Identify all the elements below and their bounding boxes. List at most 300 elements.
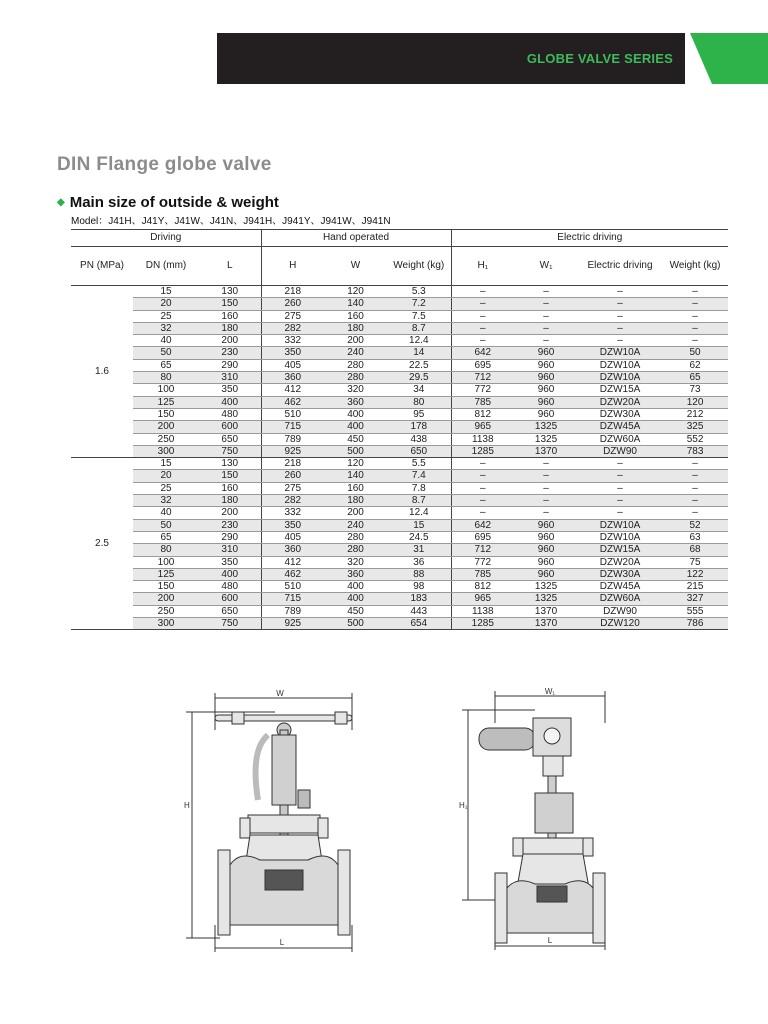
table-cell: DZW30A: [578, 408, 662, 420]
table-cell: 20: [133, 470, 199, 482]
table-cell: 400: [199, 568, 261, 580]
column-header: Weight (kg): [387, 247, 451, 286]
table-row: [71, 396, 728, 408]
table-cell: 178: [387, 421, 451, 433]
table-row: [71, 347, 728, 359]
column-header: W: [324, 247, 387, 286]
table-cell: 438: [387, 433, 451, 445]
table-cell: –: [514, 286, 578, 298]
table-row: [71, 286, 728, 298]
column-header: H₁: [451, 247, 514, 286]
table-cell: 25: [133, 482, 199, 494]
table-cell: 960: [514, 396, 578, 408]
table-row: [71, 593, 728, 605]
dimension-l: L: [547, 936, 553, 945]
table-cell: 1285: [451, 445, 514, 457]
table-cell: 327: [662, 593, 728, 605]
dimension-h: H: [184, 801, 190, 810]
table-cell: –: [578, 458, 662, 470]
table-row: [71, 445, 728, 457]
table-cell: 200: [133, 421, 199, 433]
table-cell: 783: [662, 445, 728, 457]
group-header-driving: Driving: [71, 230, 261, 247]
table-cell: 332: [261, 335, 324, 347]
series-banner: [217, 33, 685, 84]
table-cell: 280: [324, 544, 387, 556]
section-heading-text: Main size of outside & weight: [69, 194, 279, 211]
table-cell: 160: [324, 310, 387, 322]
table-cell: DZW60A: [578, 433, 662, 445]
table-row: [71, 384, 728, 396]
table-cell: 65: [133, 531, 199, 543]
table-cell: 120: [324, 458, 387, 470]
table-cell: 63: [662, 531, 728, 543]
table-cell: 750: [199, 618, 261, 630]
table-cell: 300: [133, 445, 199, 457]
table-cell: 12.4: [387, 335, 451, 347]
table-cell: 405: [261, 531, 324, 543]
table-cell: 400: [324, 421, 387, 433]
table-cell: –: [662, 482, 728, 494]
table-cell: 5.5: [387, 458, 451, 470]
table-cell: 320: [324, 556, 387, 568]
page-title: DIN Flange globe valve: [57, 154, 272, 175]
hand-valve-drawing: [180, 690, 380, 960]
table-cell: –: [514, 335, 578, 347]
table-cell: 32: [133, 322, 199, 334]
table-row: [71, 581, 728, 593]
table-cell: 1138: [451, 605, 514, 617]
table-cell: 130: [199, 458, 261, 470]
table-cell: 715: [261, 593, 324, 605]
table-cell: DZW45A: [578, 421, 662, 433]
table-cell: 480: [199, 408, 261, 420]
table-cell: DZW60A: [578, 593, 662, 605]
table-cell: 125: [133, 396, 199, 408]
table-cell: 1370: [514, 445, 578, 457]
table-cell: 15: [133, 458, 199, 470]
table-cell: 789: [261, 605, 324, 617]
table-cell: –: [578, 310, 662, 322]
table-cell: 140: [324, 470, 387, 482]
column-header: Weight (kg): [662, 247, 728, 286]
table-cell: 260: [261, 470, 324, 482]
table-cell: 125: [133, 568, 199, 580]
column-header: W₁: [514, 247, 578, 286]
table-cell: 150: [133, 581, 199, 593]
table-cell: 500: [324, 445, 387, 457]
table-row: [71, 495, 728, 507]
table-cell: –: [514, 298, 578, 310]
table-cell: 218: [261, 286, 324, 298]
table-cell: 160: [199, 482, 261, 494]
table-cell: 31: [387, 544, 451, 556]
table-cell: 400: [324, 408, 387, 420]
table-cell: –: [451, 335, 514, 347]
table-cell: 260: [261, 298, 324, 310]
dimension-w: W: [276, 690, 284, 698]
series-label: GLOBE VALVE SERIES: [526, 51, 673, 66]
table-cell: 8.7: [387, 322, 451, 334]
table-cell: 36: [387, 556, 451, 568]
table-row: [71, 544, 728, 556]
table-cell: 65: [133, 359, 199, 371]
table-cell: 712: [451, 544, 514, 556]
table-cell: DZW120: [578, 618, 662, 630]
table-cell: 960: [514, 531, 578, 543]
table-cell: 695: [451, 359, 514, 371]
table-cell: –: [662, 507, 728, 519]
table-cell: DZW10A: [578, 359, 662, 371]
table-cell: 7.8: [387, 482, 451, 494]
table-cell: DZW90: [578, 445, 662, 457]
table-cell: 40: [133, 335, 199, 347]
table-cell: 250: [133, 433, 199, 445]
pn-cell: 2.5: [71, 458, 133, 630]
table-cell: 350: [261, 519, 324, 531]
table-cell: 73: [662, 384, 728, 396]
pn-cell: 1.6: [71, 286, 133, 458]
table-cell: DZW30A: [578, 568, 662, 580]
table-cell: 34: [387, 384, 451, 396]
table-cell: 712: [451, 372, 514, 384]
table-cell: 360: [261, 372, 324, 384]
table-cell: 180: [324, 495, 387, 507]
table-cell: –: [514, 495, 578, 507]
table-cell: 120: [324, 286, 387, 298]
table-cell: 230: [199, 347, 261, 359]
table-cell: 290: [199, 359, 261, 371]
table-cell: 62: [662, 359, 728, 371]
table-cell: 350: [199, 384, 261, 396]
table-cell: 642: [451, 519, 514, 531]
table-cell: 1325: [514, 581, 578, 593]
table-cell: 960: [514, 384, 578, 396]
table-cell: DZW10A: [578, 372, 662, 384]
column-header: H: [261, 247, 324, 286]
table-cell: 95: [387, 408, 451, 420]
table-cell: 65: [662, 372, 728, 384]
table-cell: 360: [261, 544, 324, 556]
table-cell: –: [662, 458, 728, 470]
table-cell: 772: [451, 384, 514, 396]
table-cell: 965: [451, 421, 514, 433]
table-cell: DZW90: [578, 605, 662, 617]
table-cell: 1325: [514, 433, 578, 445]
table-cell: 510: [261, 408, 324, 420]
table-cell: 8.7: [387, 495, 451, 507]
table-cell: 462: [261, 396, 324, 408]
table-cell: –: [662, 335, 728, 347]
dimension-h1: H₁: [459, 801, 468, 810]
table-cell: 400: [199, 396, 261, 408]
table-row: [71, 556, 728, 568]
table-row: [71, 372, 728, 384]
table-cell: DZW10A: [578, 531, 662, 543]
section-heading: [57, 194, 279, 211]
table-cell: DZW20A: [578, 556, 662, 568]
table-cell: 240: [324, 519, 387, 531]
table-cell: 200: [199, 507, 261, 519]
table-cell: 965: [451, 593, 514, 605]
table-cell: 510: [261, 581, 324, 593]
table-cell: DZW15A: [578, 544, 662, 556]
table-row: [71, 298, 728, 310]
table-cell: 7.5: [387, 310, 451, 322]
table-cell: –: [514, 507, 578, 519]
table-cell: –: [662, 322, 728, 334]
table-cell: 812: [451, 408, 514, 420]
table-cell: 24.5: [387, 531, 451, 543]
table-cell: 282: [261, 495, 324, 507]
table-cell: 80: [133, 544, 199, 556]
table-cell: 122: [662, 568, 728, 580]
table-cell: 52: [662, 519, 728, 531]
table-cell: 160: [199, 310, 261, 322]
table-cell: 68: [662, 544, 728, 556]
table-cell: 15: [387, 519, 451, 531]
table-cell: 200: [324, 335, 387, 347]
table-cell: 350: [199, 556, 261, 568]
table-cell: 280: [324, 359, 387, 371]
table-cell: 650: [199, 433, 261, 445]
table-cell: 750: [199, 445, 261, 457]
table-row: [71, 605, 728, 617]
table-cell: 280: [324, 372, 387, 384]
dimension-l: L: [279, 938, 285, 947]
table-cell: 450: [324, 605, 387, 617]
group-header-hand: Hand operated: [261, 230, 451, 247]
table-cell: –: [662, 470, 728, 482]
table-cell: –: [514, 458, 578, 470]
table-cell: 180: [199, 322, 261, 334]
table-row: [71, 531, 728, 543]
table-cell: 98: [387, 581, 451, 593]
table-cell: 650: [387, 445, 451, 457]
table-cell: 218: [261, 458, 324, 470]
table-cell: –: [662, 495, 728, 507]
table-cell: 642: [451, 347, 514, 359]
table-cell: –: [451, 470, 514, 482]
table-cell: 1325: [514, 421, 578, 433]
table-cell: DZW20A: [578, 396, 662, 408]
table-cell: 200: [199, 335, 261, 347]
table-cell: –: [662, 310, 728, 322]
table-cell: –: [578, 470, 662, 482]
table-row: [71, 519, 728, 531]
table-cell: –: [578, 298, 662, 310]
table-cell: 789: [261, 433, 324, 445]
table-cell: 400: [324, 581, 387, 593]
size-weight-table: [71, 229, 728, 630]
table-row: [71, 507, 728, 519]
table-cell: 1370: [514, 605, 578, 617]
table-cell: 150: [199, 470, 261, 482]
table-row: [71, 310, 728, 322]
table-cell: –: [451, 458, 514, 470]
electric-valve-drawing: [455, 688, 630, 963]
table-cell: 25: [133, 310, 199, 322]
table-cell: 14: [387, 347, 451, 359]
model-line: Model：J41H、J41Y、J41W、J41N、J941H、J941Y、J941W、J941N: [71, 216, 391, 227]
table-cell: 100: [133, 556, 199, 568]
table-cell: DZW45A: [578, 581, 662, 593]
table-cell: 150: [199, 298, 261, 310]
table-cell: 1138: [451, 433, 514, 445]
table-cell: 785: [451, 568, 514, 580]
table-cell: –: [451, 310, 514, 322]
table-cell: –: [578, 482, 662, 494]
table-cell: –: [578, 495, 662, 507]
table-cell: 960: [514, 556, 578, 568]
table-cell: 925: [261, 618, 324, 630]
table-cell: 1285: [451, 618, 514, 630]
table-cell: 552: [662, 433, 728, 445]
table-cell: 80: [133, 372, 199, 384]
table-cell: –: [451, 507, 514, 519]
table-row: [71, 470, 728, 482]
table-cell: 443: [387, 605, 451, 617]
table-cell: 450: [324, 433, 387, 445]
table-cell: –: [451, 322, 514, 334]
table-row: [71, 568, 728, 580]
table-row: [71, 408, 728, 420]
table-cell: 412: [261, 384, 324, 396]
table-cell: –: [451, 286, 514, 298]
table-cell: 50: [133, 519, 199, 531]
table-cell: 772: [451, 556, 514, 568]
table-cell: –: [451, 482, 514, 494]
table-cell: 960: [514, 347, 578, 359]
table-cell: 320: [324, 384, 387, 396]
table-cell: 75: [662, 556, 728, 568]
dimension-w1: W₁: [544, 688, 556, 696]
table-row: [71, 433, 728, 445]
table-cell: DZW10A: [578, 347, 662, 359]
table-cell: 22.5: [387, 359, 451, 371]
table-cell: 960: [514, 544, 578, 556]
table-cell: 310: [199, 544, 261, 556]
table-cell: 29.5: [387, 372, 451, 384]
table-cell: 200: [324, 507, 387, 519]
table-cell: 695: [451, 531, 514, 543]
table-cell: –: [578, 286, 662, 298]
table-cell: 50: [133, 347, 199, 359]
table-cell: 130: [199, 286, 261, 298]
table-cell: 183: [387, 593, 451, 605]
table-cell: 812: [451, 581, 514, 593]
table-cell: 462: [261, 568, 324, 580]
table-cell: –: [662, 286, 728, 298]
diamond-bullet-icon: ◆: [57, 197, 65, 208]
table-cell: 212: [662, 408, 728, 420]
column-header: L: [199, 247, 261, 286]
table-cell: 150: [133, 408, 199, 420]
table-row: [71, 618, 728, 630]
column-header: PN (MPa): [71, 247, 133, 286]
table-cell: 275: [261, 482, 324, 494]
table-cell: –: [514, 322, 578, 334]
table-cell: 88: [387, 568, 451, 580]
table-cell: 600: [199, 421, 261, 433]
table-cell: 180: [324, 322, 387, 334]
table-cell: 310: [199, 372, 261, 384]
column-header: Electric driving: [578, 247, 662, 286]
table-cell: 785: [451, 396, 514, 408]
table-cell: 960: [514, 568, 578, 580]
table-cell: 412: [261, 556, 324, 568]
table-cell: 325: [662, 421, 728, 433]
table-row: [71, 421, 728, 433]
table-cell: 240: [324, 347, 387, 359]
table-cell: 350: [261, 347, 324, 359]
table-cell: –: [451, 495, 514, 507]
table-cell: 960: [514, 359, 578, 371]
table-row: [71, 335, 728, 347]
table-cell: 300: [133, 618, 199, 630]
table-cell: –: [514, 310, 578, 322]
table-cell: –: [578, 322, 662, 334]
table-cell: 715: [261, 421, 324, 433]
table-cell: 50: [662, 347, 728, 359]
table-cell: 480: [199, 581, 261, 593]
table-cell: 400: [324, 593, 387, 605]
group-header-electric: Electric driving: [451, 230, 728, 247]
table-cell: 250: [133, 605, 199, 617]
table-cell: –: [451, 298, 514, 310]
table-row: [71, 482, 728, 494]
table-cell: 960: [514, 372, 578, 384]
table-cell: DZW10A: [578, 519, 662, 531]
table-cell: –: [578, 335, 662, 347]
table-cell: –: [662, 298, 728, 310]
table-cell: 7.4: [387, 470, 451, 482]
table-cell: –: [578, 507, 662, 519]
table-cell: 600: [199, 593, 261, 605]
table-row: [71, 359, 728, 371]
table-cell: 282: [261, 322, 324, 334]
green-corner-tab: [690, 33, 768, 84]
table-cell: 332: [261, 507, 324, 519]
table-cell: 180: [199, 495, 261, 507]
table-cell: 360: [324, 396, 387, 408]
table-cell: –: [514, 482, 578, 494]
table-cell: 230: [199, 519, 261, 531]
table-cell: 40: [133, 507, 199, 519]
table-cell: 275: [261, 310, 324, 322]
table-cell: 290: [199, 531, 261, 543]
table-row: [71, 458, 728, 470]
table-cell: 120: [662, 396, 728, 408]
table-cell: 654: [387, 618, 451, 630]
table-cell: 12.4: [387, 507, 451, 519]
table-cell: 925: [261, 445, 324, 457]
table-row: [71, 322, 728, 334]
table-cell: 360: [324, 568, 387, 580]
table-cell: 140: [324, 298, 387, 310]
table-cell: 405: [261, 359, 324, 371]
table-cell: 555: [662, 605, 728, 617]
table-cell: 280: [324, 531, 387, 543]
table-cell: 1370: [514, 618, 578, 630]
table-cell: 650: [199, 605, 261, 617]
table-cell: DZW15A: [578, 384, 662, 396]
table-cell: 1325: [514, 593, 578, 605]
table-cell: 786: [662, 618, 728, 630]
table-cell: –: [514, 470, 578, 482]
table-cell: 100: [133, 384, 199, 396]
table-cell: 160: [324, 482, 387, 494]
